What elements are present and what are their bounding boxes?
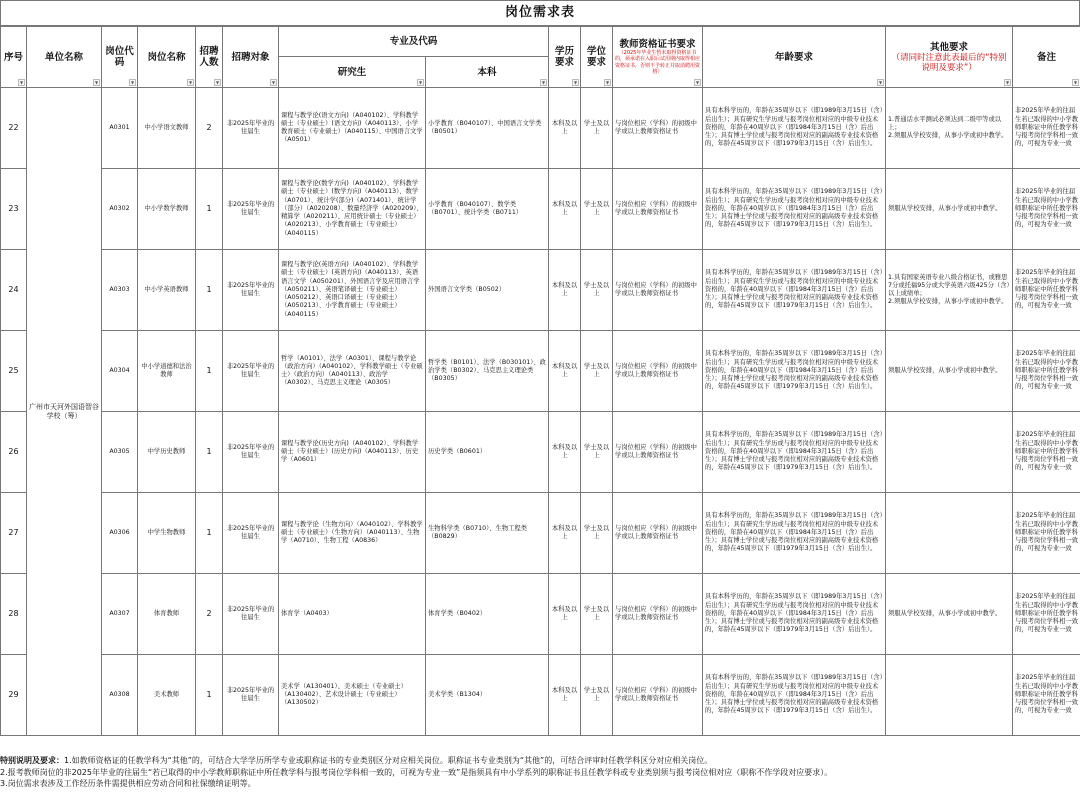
cell-seq[interactable]: 26 bbox=[1, 412, 27, 493]
header-undergrad[interactable]: 本科 ▼ bbox=[426, 57, 549, 88]
cell-remark[interactable]: 非2025年毕业的往届生若已取得的中小学教师职称证中所任教学科与报考岗位学科相一致的，可视为专业一致 bbox=[1013, 655, 1080, 736]
cell-graduate-major[interactable]: 美术学（A130401）、美术硕士（专业硕士）（A130402）、艺术设计硕士（专业硕士）（A130502） bbox=[279, 655, 426, 736]
cell-undergrad-major[interactable]: 体育学类（B0402） bbox=[426, 574, 549, 655]
cell-post-name[interactable]: 中小学数学教师 bbox=[138, 169, 196, 250]
table-row bbox=[1, 574, 1080, 655]
cell-graduate-major[interactable]: 课程与教学论（生物方向）（A040102）、学科教学硕士（专业硕士）（生物方向）（A040113）、生物学（A0710）、生物工程（A0836） bbox=[279, 493, 426, 574]
cell-target[interactable]: 非2025年毕业的往届生 bbox=[223, 574, 279, 655]
cell-post-code[interactable]: A0306 bbox=[102, 493, 138, 574]
filter-dropdown-icon[interactable]: ▼ bbox=[878, 80, 883, 85]
cell-seq[interactable]: 23 bbox=[1, 169, 27, 250]
cell-degree[interactable]: 学士及以上 bbox=[581, 493, 613, 574]
cell-count[interactable]: 1 bbox=[196, 655, 223, 736]
cell-other[interactable]: 1.普通话水平测试必须达到二级甲等或以上； 2.须服从学校安排，从事小学或初中教学。 bbox=[886, 88, 1013, 169]
header-education[interactable]: 学历要求 ▼ bbox=[549, 27, 581, 88]
cell-graduate-major[interactable]: 课程与教学论(英语方向)（A040102）、学科教学硕士（专业硕士）(英语方向)（A040113）、英语语言文学（A050201）、外国语言学及应用语言学（A050211）、英语笔译硕士（专业硕士）（A050212）、英语口译硕士（专业硕士）（A050213）、小学教育硕士（专业硕士）（A040115） bbox=[279, 250, 426, 331]
other-note: （请同时注意此表最后的“特别说明及要求”） bbox=[891, 52, 1007, 73]
cell-cert[interactable]: 与岗位相应（学科）的初级中学或以上教师资格证书 bbox=[613, 655, 703, 736]
cell-seq[interactable]: 28 bbox=[1, 574, 27, 655]
cell-unit[interactable]: 广州市天河外国语智谷学校（筹） bbox=[27, 88, 102, 736]
filter-dropdown-icon[interactable]: ▼ bbox=[1073, 80, 1078, 85]
cell-degree[interactable]: 学士及以上 bbox=[581, 331, 613, 412]
filter-dropdown-icon[interactable]: ▼ bbox=[418, 80, 423, 85]
cell-undergrad-major[interactable]: 外国语言文学类（B0502） bbox=[426, 250, 549, 331]
cell-post-name[interactable]: 美术教师 bbox=[138, 655, 196, 736]
cell-undergrad-major[interactable]: 小学教育（B040107）、中国语言文学类（B0501） bbox=[426, 88, 549, 169]
cell-post-code[interactable]: A0304 bbox=[102, 331, 138, 412]
cell-age[interactable]: 具有本科学历的，年龄在35周岁以下（即1989年3月15日（含）后出生）；具有研究生学历或与报考岗位相对应的中级专业技术资格的，年龄在40周岁以下（即1984年3月15日（含）后出生）；具有博士学位或与报考岗位相对应的副高级专业技术资格的，年龄在45周岁以下（即1979年3月15日（含）后出生）。 bbox=[703, 655, 886, 736]
cell-seq[interactable]: 29 bbox=[1, 655, 27, 736]
cell-post-code[interactable]: A0303 bbox=[102, 250, 138, 331]
cell-remark[interactable]: 非2025年毕业的往届生若已取得的中小学教师职称证中所任教学科与报考岗位学科相一致的，可视为专业一致 bbox=[1013, 169, 1080, 250]
cell-post-code[interactable]: A0305 bbox=[102, 412, 138, 493]
header-post-name[interactable]: 岗位名称 ▼ bbox=[138, 27, 196, 88]
cell-seq[interactable]: 24 bbox=[1, 250, 27, 331]
cell-post-name[interactable]: 中小学语文教师 bbox=[138, 88, 196, 169]
cell-remark[interactable]: 非2025年毕业的往届生若已取得的中小学教师职称证中所任教学科与报考岗位学科相一致的，可视为专业一致 bbox=[1013, 88, 1080, 169]
table-row bbox=[1, 655, 1080, 736]
cell-post-code[interactable]: A0301 bbox=[102, 88, 138, 169]
table-row bbox=[1, 250, 1080, 331]
header-seq[interactable]: 序号 ▼ bbox=[1, 27, 27, 88]
note-line-3: 3.岗位需求表涉及工作经历条件需提供相应劳动合同和社保缴纳证明等。 bbox=[0, 779, 256, 788]
cell-education[interactable]: 本科及以上 bbox=[549, 250, 581, 331]
cell-degree[interactable]: 学士及以上 bbox=[581, 655, 613, 736]
cell-education[interactable]: 本科及以上 bbox=[549, 574, 581, 655]
cell-age[interactable]: 具有本科学历的，年龄在35周岁以下（即1989年3月15日（含）后出生）；具有研究生学历或与报考岗位相对应的中级专业技术资格的，年龄在40周岁以下（即1984年3月15日（含）后出生）；具有博士学位或与报考岗位相对应的副高级专业技术资格的，年龄在45周岁以下（即1979年3月15日（含）后出生）。 bbox=[703, 493, 886, 574]
cell-seq[interactable]: 22 bbox=[1, 88, 27, 169]
cell-graduate-major[interactable]: 课程与教学论(语文方向)（A040102）、学科教学硕士（专业硕士）(语文方向)（A040113）、小学教育硕士（专业硕士）（A040115）、中国语言文学（A0501） bbox=[279, 88, 426, 169]
cell-cert[interactable]: 与岗位相应（学科）的初级中学或以上教师资格证书 bbox=[613, 88, 703, 169]
cell-seq[interactable]: 27 bbox=[1, 493, 27, 574]
cell-graduate-major[interactable]: 课程与教学论(数学方向)（A040102）、学科教学硕士（专业硕士）(数学方向)（A040113）、数学（A0701）、统计学(部分)（A071401）、统计学（部分）（A020208）、数量经济学（A020209）、精算学（A020211）、应用统计硕士（专业硕士）（A020213）、小学教育硕士（专业硕士）（A040115） bbox=[279, 169, 426, 250]
cell-cert[interactable]: 与岗位相应（学科）的初级中学或以上教师资格证书 bbox=[613, 331, 703, 412]
header-remark[interactable]: 备注 ▼ bbox=[1013, 27, 1080, 88]
cell-seq[interactable]: 25 bbox=[1, 331, 27, 412]
cell-age[interactable]: 具有本科学历的，年龄在35周岁以下（即1989年3月15日（含）后出生）；具有研究生学历或与报考岗位相对应的中级专业技术资格的，年龄在40周岁以下（即1984年3月15日（含）后出生）；具有博士学位或与报考岗位相对应的副高级专业技术资格的，年龄在45周岁以下（即1979年3月15日（含）后出生）。 bbox=[703, 88, 886, 169]
cell-cert[interactable]: 与岗位相应（学科）的初级中学或以上教师资格证书 bbox=[613, 412, 703, 493]
cell-cert[interactable]: 与岗位相应（学科）的初级中学或以上教师资格证书 bbox=[613, 169, 703, 250]
cell-post-name[interactable]: 中学历史教师 bbox=[138, 412, 196, 493]
filter-dropdown-icon[interactable]: ▼ bbox=[188, 80, 193, 85]
cell-remark[interactable]: 非2025年毕业的往届生若已取得的中小学教师职称证中所任教学科与报考岗位学科相一致的，可视为专业一致 bbox=[1013, 331, 1080, 412]
cell-remark[interactable]: 非2025年毕业的往届生若已取得的中小学教师职称证中所任教学科与报考岗位学科相一致的，可视为专业一致 bbox=[1013, 412, 1080, 493]
cell-other[interactable] bbox=[886, 655, 1013, 736]
cell-degree[interactable]: 学士及以上 bbox=[581, 412, 613, 493]
cell-remark[interactable]: 非2025年毕业的往届生若已取得的中小学教师职称证中所任教学科与报考岗位学科相一致的，可视为专业一致 bbox=[1013, 493, 1080, 574]
filter-dropdown-icon[interactable]: ▼ bbox=[215, 80, 220, 85]
cell-target[interactable]: 非2025年毕业的往届生 bbox=[223, 88, 279, 169]
cell-post-name[interactable]: 中学生物教师 bbox=[138, 493, 196, 574]
table-row bbox=[1, 412, 1080, 493]
cell-education[interactable]: 本科及以上 bbox=[549, 412, 581, 493]
cell-education[interactable]: 本科及以上 bbox=[549, 331, 581, 412]
cell-age[interactable]: 具有本科学历的，年龄在35周岁以下（即1989年3月15日（含）后出生）；具有研究生学历或与报考岗位相对应的中级专业技术资格的，年龄在40周岁以下（即1984年3月15日（含）后出生）；具有博士学位或与报考岗位相对应的副高级专业技术资格的，年龄在45周岁以下（即1979年3月15日（含）后出生）。 bbox=[703, 250, 886, 331]
cell-graduate-major[interactable]: 哲学（A0101）、法学（A0301）、课程与教学论（政治方向）（A040102）、学科教学硕士（专业硕士）（政治方向）（A040113）、政治学（A0302）、马克思主义理论（A0305） bbox=[279, 331, 426, 412]
table-row bbox=[1, 493, 1080, 574]
cell-undergrad-major[interactable]: 小学教育（B040107）、数学类（B0701）、统计学类（B0711） bbox=[426, 169, 549, 250]
cell-age[interactable]: 具有本科学历的，年龄在35周岁以下（即1989年3月15日（含）后出生）；具有研究生学历或与报考岗位相对应的中级专业技术资格的，年龄在40周岁以下（即1984年3月15日（含）后出生）；具有博士学位或与报考岗位相对应的副高级专业技术资格的，年龄在45周岁以下（即1979年3月15日（含）后出生）。 bbox=[703, 169, 886, 250]
cell-graduate-major[interactable]: 体育学（A0403） bbox=[279, 574, 426, 655]
cell-count[interactable]: 1 bbox=[196, 493, 223, 574]
filter-dropdown-icon[interactable]: ▼ bbox=[573, 80, 578, 85]
cell-age[interactable]: 具有本科学历的，年龄在35周岁以下（即1989年3月15日（含）后出生）；具有研究生学历或与报考岗位相对应的中级专业技术资格的，年龄在40周岁以下（即1984年3月15日（含）后出生）；具有博士学位或与报考岗位相对应的副高级专业技术资格的，年龄在45周岁以下（即1979年3月15日（含）后出生）。 bbox=[703, 331, 886, 412]
header-degree[interactable]: 学位要求 ▼ bbox=[581, 27, 613, 88]
filter-dropdown-icon[interactable]: ▼ bbox=[271, 80, 276, 85]
cell-graduate-major[interactable]: 课程与教学论(历史方向)（A040102）、学科教学硕士（专业硕士）(历史方向)（A040113）、历史学（A0601） bbox=[279, 412, 426, 493]
cell-target[interactable]: 非2025年毕业的往届生 bbox=[223, 655, 279, 736]
filter-dropdown-icon[interactable]: ▼ bbox=[94, 80, 99, 85]
table-row bbox=[1, 331, 1080, 412]
cell-post-code[interactable]: A0307 bbox=[102, 574, 138, 655]
cert-note: （2025年毕业生暂未取得资格证书的，须承诺在入职后试用期内取得相应资格证书，否则不予转正并取消聘用资格） bbox=[615, 50, 701, 75]
header-major-group: 专业及代码 bbox=[279, 27, 549, 57]
cell-remark[interactable]: 非2025年毕业的往届生若已取得的中小学教师职称证中所任教学科与报考岗位学科相一致的，可视为专业一致 bbox=[1013, 574, 1080, 655]
cell-post-code[interactable]: A0302 bbox=[102, 169, 138, 250]
cell-cert[interactable]: 与岗位相应（学科）的初级中学或以上教师资格证书 bbox=[613, 493, 703, 574]
cell-age[interactable]: 具有本科学历的，年龄在35周岁以下（即1989年3月15日（含）后出生）；具有研究生学历或与报考岗位相对应的中级专业技术资格的，年龄在40周岁以下（即1984年3月15日（含）后出生）；具有博士学位或与报考岗位相对应的副高级专业技术资格的，年龄在45周岁以下（即1979年3月15日（含）后出生）。 bbox=[703, 412, 886, 493]
table-title: 岗位需求表 bbox=[0, 0, 1080, 26]
filter-dropdown-icon[interactable]: ▼ bbox=[541, 80, 546, 85]
filter-dropdown-icon[interactable]: ▼ bbox=[1005, 80, 1010, 85]
cell-target[interactable]: 非2025年毕业的往届生 bbox=[223, 412, 279, 493]
cell-count[interactable]: 1 bbox=[196, 331, 223, 412]
cell-education[interactable]: 本科及以上 bbox=[549, 169, 581, 250]
header-count[interactable]: 招聘人数 ▼ bbox=[196, 27, 223, 88]
header-post-code[interactable]: 岗位代码 ▼ bbox=[102, 27, 138, 88]
filter-dropdown-icon[interactable]: ▼ bbox=[605, 80, 610, 85]
cell-other[interactable]: 1.具有国家英语专业八级合格证书，或雅思7分或托福95分或大学英语六级425分（含）以上成绩单； 2.须服从学校安排，从事小学或初中教学。 bbox=[886, 250, 1013, 331]
cell-cert[interactable]: 与岗位相应（学科）的初级中学或以上教师资格证书 bbox=[613, 574, 703, 655]
cell-undergrad-major[interactable]: 美术学类（B1304） bbox=[426, 655, 549, 736]
cell-remark[interactable]: 非2025年毕业的往届生若已取得的中小学教师职称证中所任教学科与报考岗位学科相一致的，可视为专业一致 bbox=[1013, 250, 1080, 331]
cell-other[interactable]: 须服从学校安排，从事小学或初中教学。 bbox=[886, 574, 1013, 655]
cell-target[interactable]: 非2025年毕业的往届生 bbox=[223, 250, 279, 331]
cell-target[interactable]: 非2025年毕业的往届生 bbox=[223, 169, 279, 250]
cell-count[interactable]: 1 bbox=[196, 412, 223, 493]
cell-undergrad-major[interactable]: 生物科学类（B0710）、生物工程类（B0829） bbox=[426, 493, 549, 574]
filter-dropdown-icon[interactable]: ▼ bbox=[130, 80, 135, 85]
cell-count[interactable]: 1 bbox=[196, 169, 223, 250]
table-row bbox=[1, 169, 1080, 250]
cell-other[interactable] bbox=[886, 493, 1013, 574]
cell-degree[interactable]: 学士及以上 bbox=[581, 88, 613, 169]
cell-post-code[interactable]: A0308 bbox=[102, 655, 138, 736]
note-line-1: 特别说明及要求：1.如教师资格证的任教学科为“其他”的，可结合大学学历所学专业或职称证书的专业类别区分对应相关岗位。职称证书专业类别为“其他”的，可结合评审时任教学科区分对应相关岗位。 bbox=[0, 756, 713, 765]
cell-undergrad-major[interactable]: 哲学类（B0101）、法学（B030101）、政治学类（B0302）、马克思主义理论类（B0305） bbox=[426, 331, 549, 412]
cell-count[interactable]: 1 bbox=[196, 250, 223, 331]
cell-age[interactable]: 具有本科学历的，年龄在35周岁以下（即1989年3月15日（含）后出生）；具有研究生学历或与报考岗位相对应的中级专业技术资格的，年龄在40周岁以下（即1984年3月15日（含）后出生）；具有博士学位或与报考岗位相对应的副高级专业技术资格的，年龄在45周岁以下（即1979年3月15日（含）后出生）。 bbox=[703, 574, 886, 655]
cell-target[interactable]: 非2025年毕业的往届生 bbox=[223, 331, 279, 412]
job-requirements-table bbox=[0, 26, 1080, 736]
header-unit[interactable]: 单位名称 ▼ bbox=[27, 27, 102, 88]
header-other[interactable]: 其他要求 （请同时注意此表最后的“特别说明及要求”） ▼ bbox=[886, 27, 1013, 88]
cell-degree[interactable]: 学士及以上 bbox=[581, 574, 613, 655]
cell-count[interactable]: 2 bbox=[196, 88, 223, 169]
cell-post-name[interactable]: 中小学道德和法治教师 bbox=[138, 331, 196, 412]
table-row bbox=[1, 88, 1080, 169]
header-cert[interactable]: 教师资格证书要求 （2025年毕业生暂未取得资格证书的，须承诺在入职后试用期内取得相应资格证书，否则不予转正并取消聘用资格） ▼ bbox=[613, 27, 703, 88]
header-graduate[interactable]: 研究生 ▼ bbox=[279, 57, 426, 88]
cell-cert[interactable]: 与岗位相应（学科）的初级中学或以上教师资格证书 bbox=[613, 250, 703, 331]
cell-post-name[interactable]: 中小学英语教师 bbox=[138, 250, 196, 331]
cell-education[interactable]: 本科及以上 bbox=[549, 493, 581, 574]
cell-undergrad-major[interactable]: 历史学类（B0601） bbox=[426, 412, 549, 493]
cell-other[interactable]: 须服从学校安排，从事小学或初中教学。 bbox=[886, 169, 1013, 250]
cell-post-name[interactable]: 体育教师 bbox=[138, 574, 196, 655]
cell-other[interactable] bbox=[886, 412, 1013, 493]
special-notes bbox=[0, 755, 1080, 790]
header-target[interactable]: 招聘对象 ▼ bbox=[223, 27, 279, 88]
note-line-2: 2.报考教师岗位的非2025年毕业的往届生“若已取得的中小学教师职称证中所任教学科与报考岗位学科相一致的，可视为专业一致”是指须具有中小学系列的职称证书且任教学科或专业类别须与报考岗位相对应（职称不作学段对应要求）。 bbox=[0, 767, 833, 777]
cell-other[interactable]: 须服从学校安排，从事小学或初中教学。 bbox=[886, 331, 1013, 412]
cell-target[interactable]: 非2025年毕业的往届生 bbox=[223, 493, 279, 574]
cell-degree[interactable]: 学士及以上 bbox=[581, 169, 613, 250]
filter-dropdown-icon[interactable]: ▼ bbox=[695, 80, 700, 85]
cell-degree[interactable]: 学士及以上 bbox=[581, 250, 613, 331]
cell-count[interactable]: 2 bbox=[196, 574, 223, 655]
header-age[interactable]: 年龄要求 ▼ bbox=[703, 27, 886, 88]
cell-education[interactable]: 本科及以上 bbox=[549, 88, 581, 169]
filter-dropdown-icon[interactable]: ▼ bbox=[19, 80, 24, 85]
cell-education[interactable]: 本科及以上 bbox=[549, 655, 581, 736]
